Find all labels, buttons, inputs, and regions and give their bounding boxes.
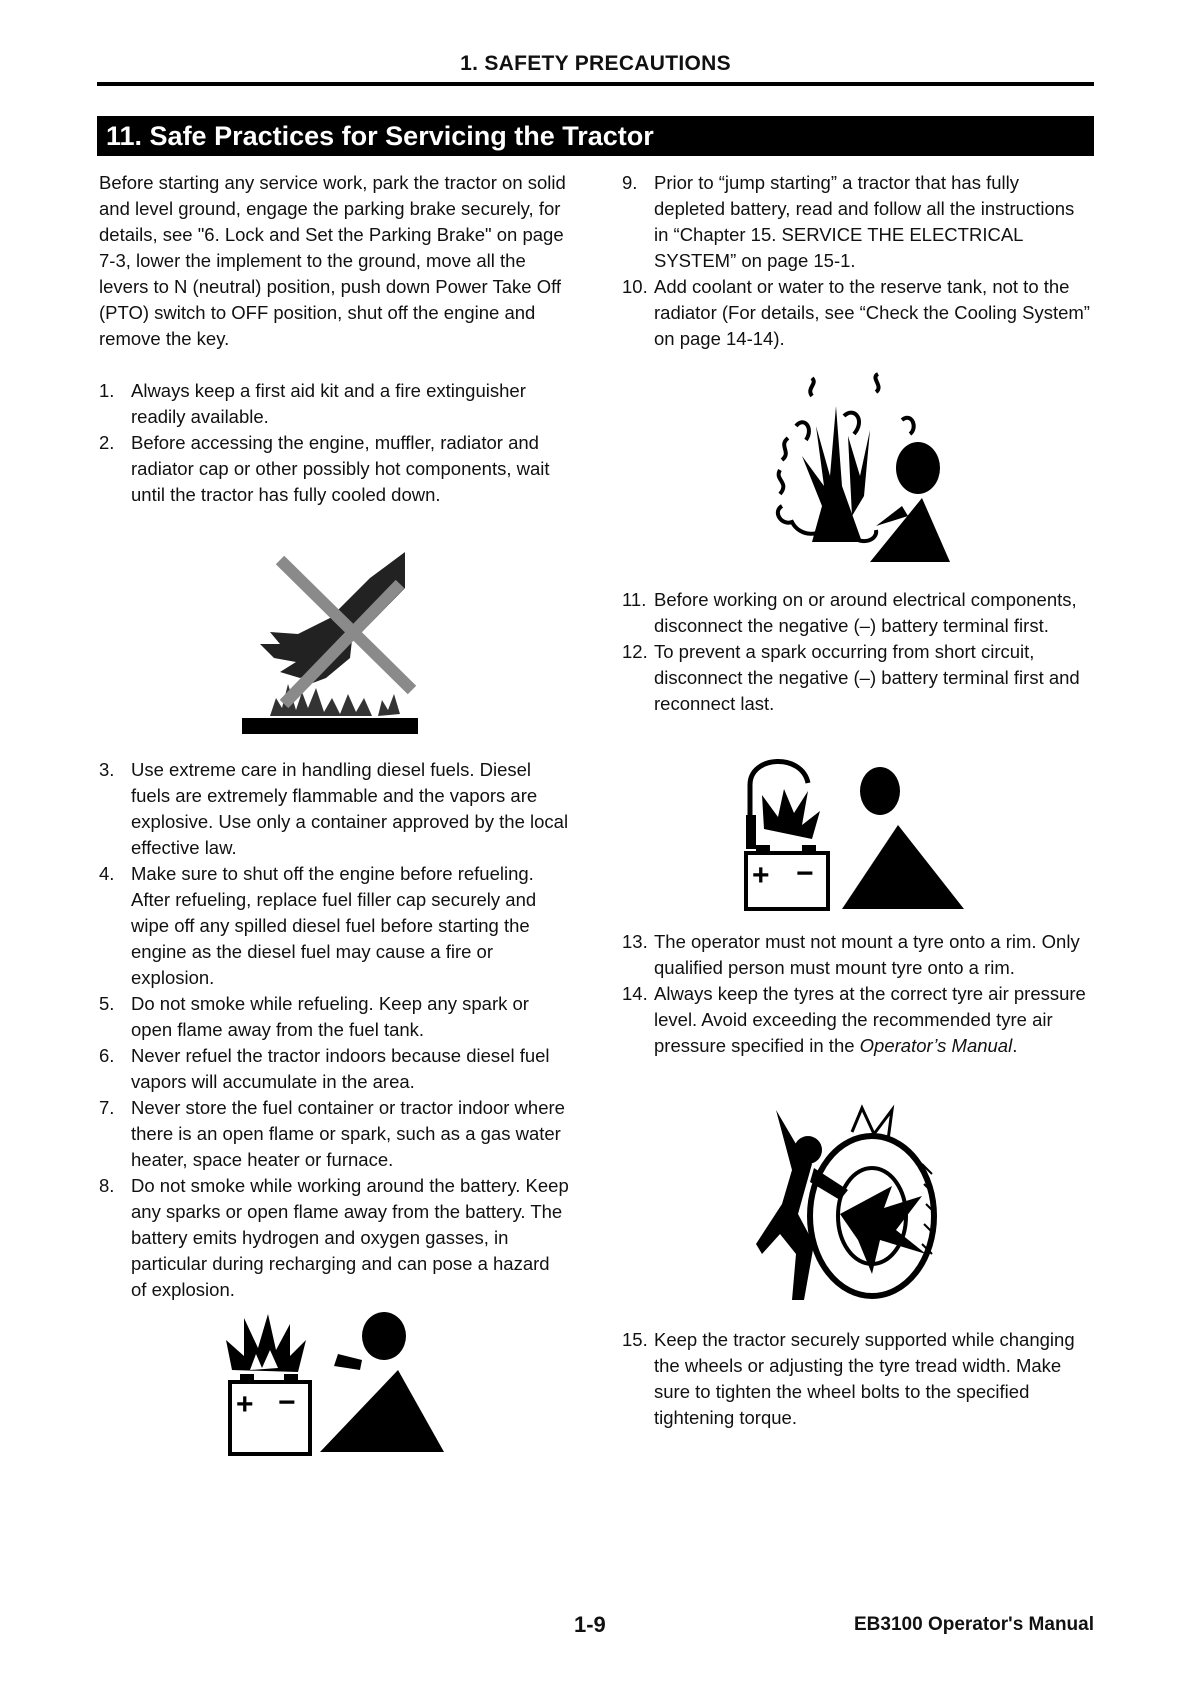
list-item: 12. To prevent a spark occurring from short circuit, disconnect the negative (–) battery terminal first and reconnect last. [622, 641, 1080, 714]
right-list-b [622, 587, 1092, 717]
list-item: 6. Never refuel the tractor indoors because diesel fuel vapors will accumulate in the area. [99, 1045, 550, 1092]
section-header: 1. SAFETY PRECAUTIONS [460, 52, 731, 75]
page-number: 1-9 [574, 1612, 606, 1637]
list-item: 13. The operator must not mount a tyre onto a rim. Only qualified person must mount tyre onto a rim. [622, 931, 1080, 978]
intro-paragraph: Before starting any service work, park the tractor on solid and level ground, engage the parking brake securely, for details, see "6. Lock and Set the Parking Brake" on page 7-3, lower the implement to the ground, move all the levers to N (neutral) position, push down Power Take Off (PTO) switch to OFF position, shut off the engine and remove the key. [99, 172, 566, 349]
svg-text:+: + [752, 859, 770, 892]
right-list-a [622, 170, 1092, 352]
list-item: 8. Do not smoke while working around the battery. Keep any sparks or open flame away from the battery. The battery emits hydrogen and oxygen gasses, in particular during recharging and can pose a hazard of explosion. [99, 1175, 569, 1300]
manual-title: EB3100 Operator's Manual [854, 1614, 1094, 1635]
list-item: 3. Use extreme care in handling diesel fuels. Diesel fuels are extremely flammable and the vapors are explosive. Use only a container approved by the local effective law. [99, 759, 569, 858]
svg-text:−: − [796, 857, 814, 890]
hot-coolant-spray-icon [752, 366, 962, 570]
tyre-explosion-icon [752, 1104, 952, 1304]
list-item: 5. Do not smoke while refueling. Keep any spark or open flame away from the fuel tank. [99, 993, 529, 1040]
list-item: 2. Before accessing the engine, muffler, radiator and radiator cap or other possibly hot components, wait until the tractor has fully cooled down. [99, 432, 550, 505]
hot-surface-warning-icon [240, 548, 420, 734]
header-rule [97, 82, 1094, 86]
battery-short-circuit-icon [742, 755, 972, 911]
left-list-b [99, 757, 569, 1303]
section-banner: 11. Safe Practices for Servicing the Tractor [97, 116, 1094, 156]
svg-text:+: + [236, 1388, 254, 1421]
list-item: 7. Never store the fuel container or tractor indoor where there is an open flame or spark, such as a gas water heater, space heater or furnace. [99, 1097, 565, 1170]
list-item: 4. Make sure to shut off the engine before refueling. After refueling, replace fuel filler cap securely and wipe off any spilled diesel fuel before starting the engine as the diesel fuel may cause a fire or explosion. [99, 863, 537, 988]
list-item: 9. Prior to “jump starting” a tractor that has fully depleted battery, read and follow all the instructions in “Chapter 15. SERVICE THE ELECTRICAL SYSTEM” on page 15-1. [622, 172, 1075, 271]
list-item: 1. Always keep a first aid kit and a fire extinguisher readily available. [99, 380, 526, 427]
list-item: 14. Always keep the tyres at the correct tyre air pressure level. Avoid exceeding the recommended tyre air pressure specified in the Operator’s Manual. [622, 983, 1086, 1056]
list-item: 11. Before working on or around electrical components, disconnect the negative (–) battery terminal first. [622, 589, 1077, 636]
list-item: 10. Add coolant or water to the reserve tank, not to the radiator (For details, see “Check the Cooling System” on page 14-14). [622, 276, 1090, 349]
right-list-d [622, 1327, 1092, 1431]
right-list-c [622, 929, 1092, 1059]
svg-text:−: − [278, 1386, 296, 1419]
left-list-a [99, 378, 569, 508]
list-item: 15. Keep the tractor securely supported while changing the wheels or adjusting the tyre tread width. Make sure to tighten the wheel bolts to the specified tightening torque. [622, 1329, 1075, 1428]
battery-explosion-icon [222, 1310, 447, 1460]
